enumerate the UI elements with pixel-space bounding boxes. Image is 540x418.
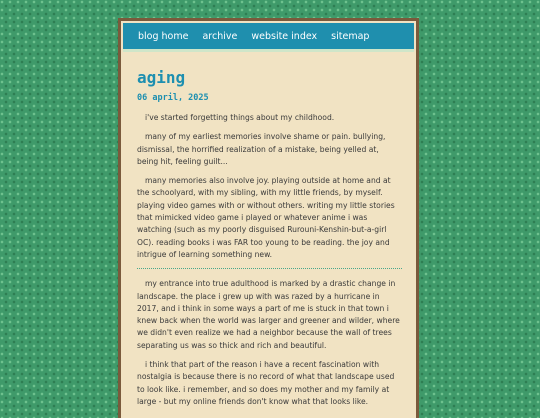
post-title: aging: [137, 68, 186, 87]
nav-link-website-index[interactable]: website index: [251, 30, 318, 42]
post-paragraph: i've started forgetting things about my childhood.: [145, 113, 335, 122]
page-frame: [118, 18, 419, 418]
post-date: 06 april, 2025: [137, 93, 209, 103]
post-paragraph: i think that part of the reason i have a recent fascination with nostalgia is because there is no record of what that landscape used to look like. i remember, and so does my mother and my family at large - but my online friends don't know what that looks like.: [137, 360, 395, 406]
post-paragraph: many memories also involve joy. playing outside at home and at the schoolyard, with my sibling, with my little friends, by myself. playing video games with or without others. writing my little stories that mimicked video game i played or whatever anime i was watching (such as my poorly disguised Rurouni-Kenshin-but-a-girl OC). reading books i was FAR too young to be reading. the joy and intrigue of learning something new.: [137, 176, 395, 259]
post-paragraph: many of my earliest memories involve shame or pain. bullying, dismissal, the horrified realization of a mistake, being yelled at, being hit, feeling guilt...: [137, 132, 386, 166]
blog-post: [121, 52, 416, 408]
section-divider: [137, 268, 402, 269]
nav-link-archive[interactable]: archive: [202, 30, 238, 42]
top-navigation: [123, 23, 414, 52]
nav-link-sitemap[interactable]: sitemap: [331, 30, 370, 42]
nav-link-blog-home[interactable]: blog home: [138, 30, 189, 42]
post-paragraph: my entrance into true adulthood is marked by a drastic change in landscape. the place i grew up with was razed by a hurricane in 2017, and i think in some ways a part of me is stuck in that town i knew back when the world was larger and greener and wilder, where we didn't even realize we had a neighbor because the wall of trees separating us was so thick and rich and beautiful.: [137, 279, 400, 350]
